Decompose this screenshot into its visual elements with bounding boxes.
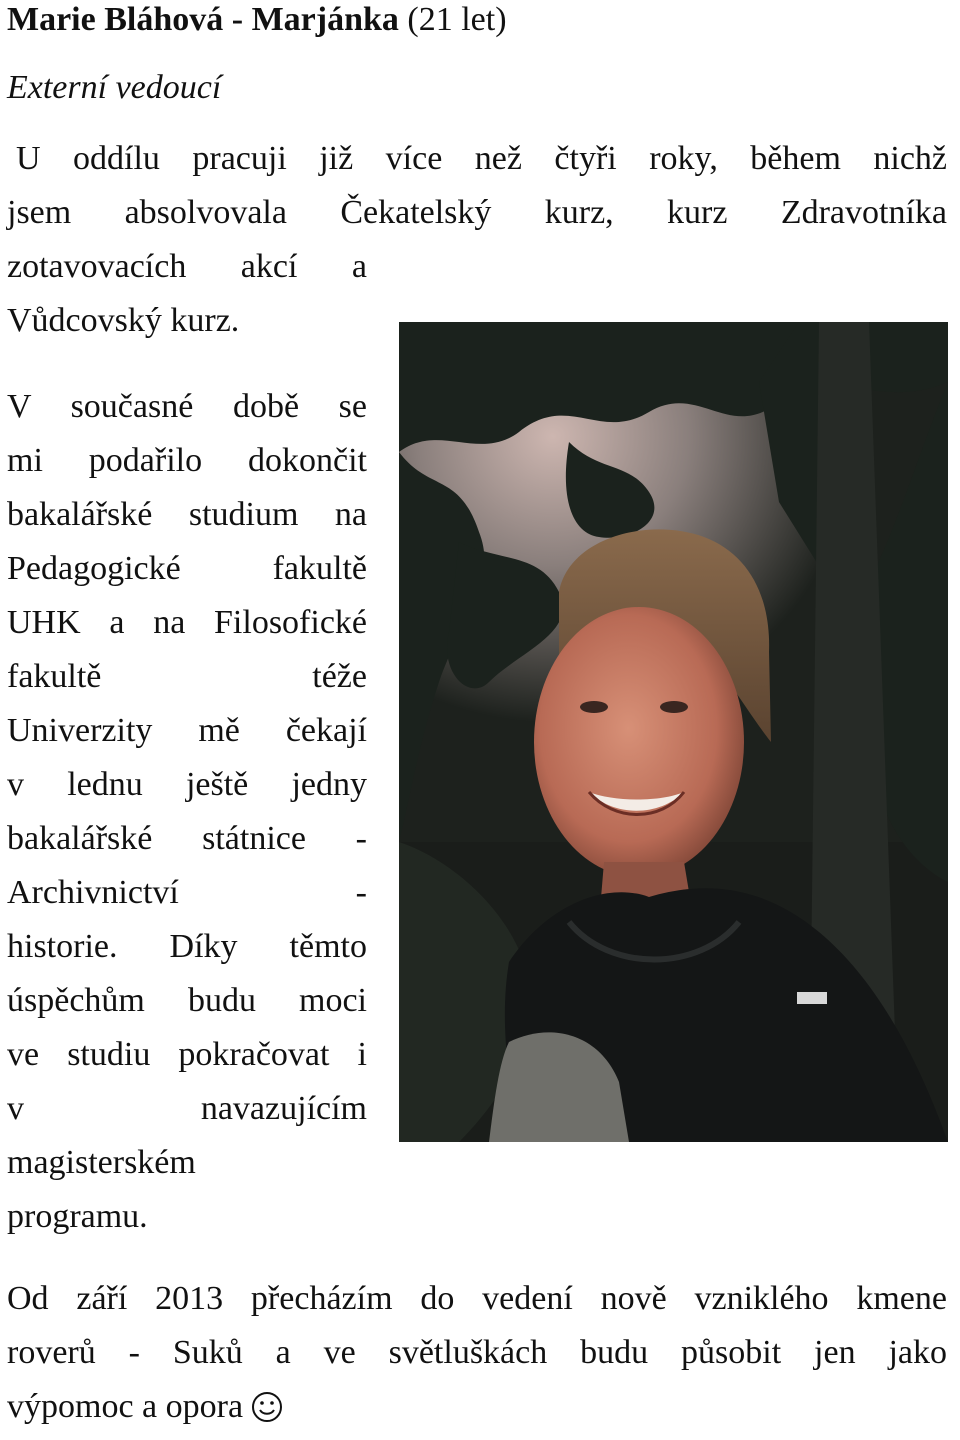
outro-paragraph [7, 1272, 947, 1440]
studies-line: V současné době se [7, 388, 367, 425]
studies-line: Archivnictví - [7, 874, 367, 911]
smiley-face-icon [251, 1386, 283, 1440]
outro-line-last [7, 1380, 947, 1440]
studies-line: ve studiu pokračovat i [7, 1036, 367, 1073]
studies-line: programu. [7, 1198, 148, 1235]
intro-line: jsem absolvovala Čekatelský kurz, kurz Zdravotníka [7, 194, 947, 231]
intro-line: Vůdcovský kurz. [7, 302, 240, 339]
intro-line: U oddílu pracuji již více než čtyři roky, během nichž [16, 140, 947, 177]
studies-line: Univerzity mě čekají [7, 712, 367, 749]
studies-line: UHK a na Filosofické [7, 604, 367, 641]
outro-text: výpomoc a opora [7, 1388, 244, 1425]
studies-line: bakalářské studium na [7, 496, 367, 533]
intro-paragraph [7, 132, 947, 348]
outro-line: roverů - Suků a ve světluškách budu působit jen jako [7, 1334, 947, 1371]
studies-line: mi podařilo dokončit [7, 442, 367, 479]
person-name: Marie Bláhová - Marjánka [7, 1, 399, 38]
page-title [7, 0, 507, 40]
person-role: Externí vedoucí [7, 69, 222, 106]
studies-line: bakalářské státnice - [7, 820, 367, 857]
studies-line: v navazujícím [7, 1090, 367, 1127]
studies-line: historie. Díky těmto [7, 928, 367, 965]
person-age: (21 let) [407, 1, 507, 38]
outro-line: Od září 2013 přecházím do vedení nově vzniklého kmene [7, 1280, 947, 1317]
studies-line: úspěchům budu moci [7, 982, 367, 1019]
studies-line: Pedagogické fakultě [7, 550, 367, 587]
studies-line: magisterském [7, 1144, 196, 1181]
portrait-photo [399, 322, 948, 1142]
studies-paragraph [7, 380, 367, 1244]
studies-line: v lednu ještě jedny [7, 766, 367, 803]
intro-line: zotavovacích akcí a [7, 248, 367, 285]
studies-line: fakultě téže [7, 658, 367, 695]
